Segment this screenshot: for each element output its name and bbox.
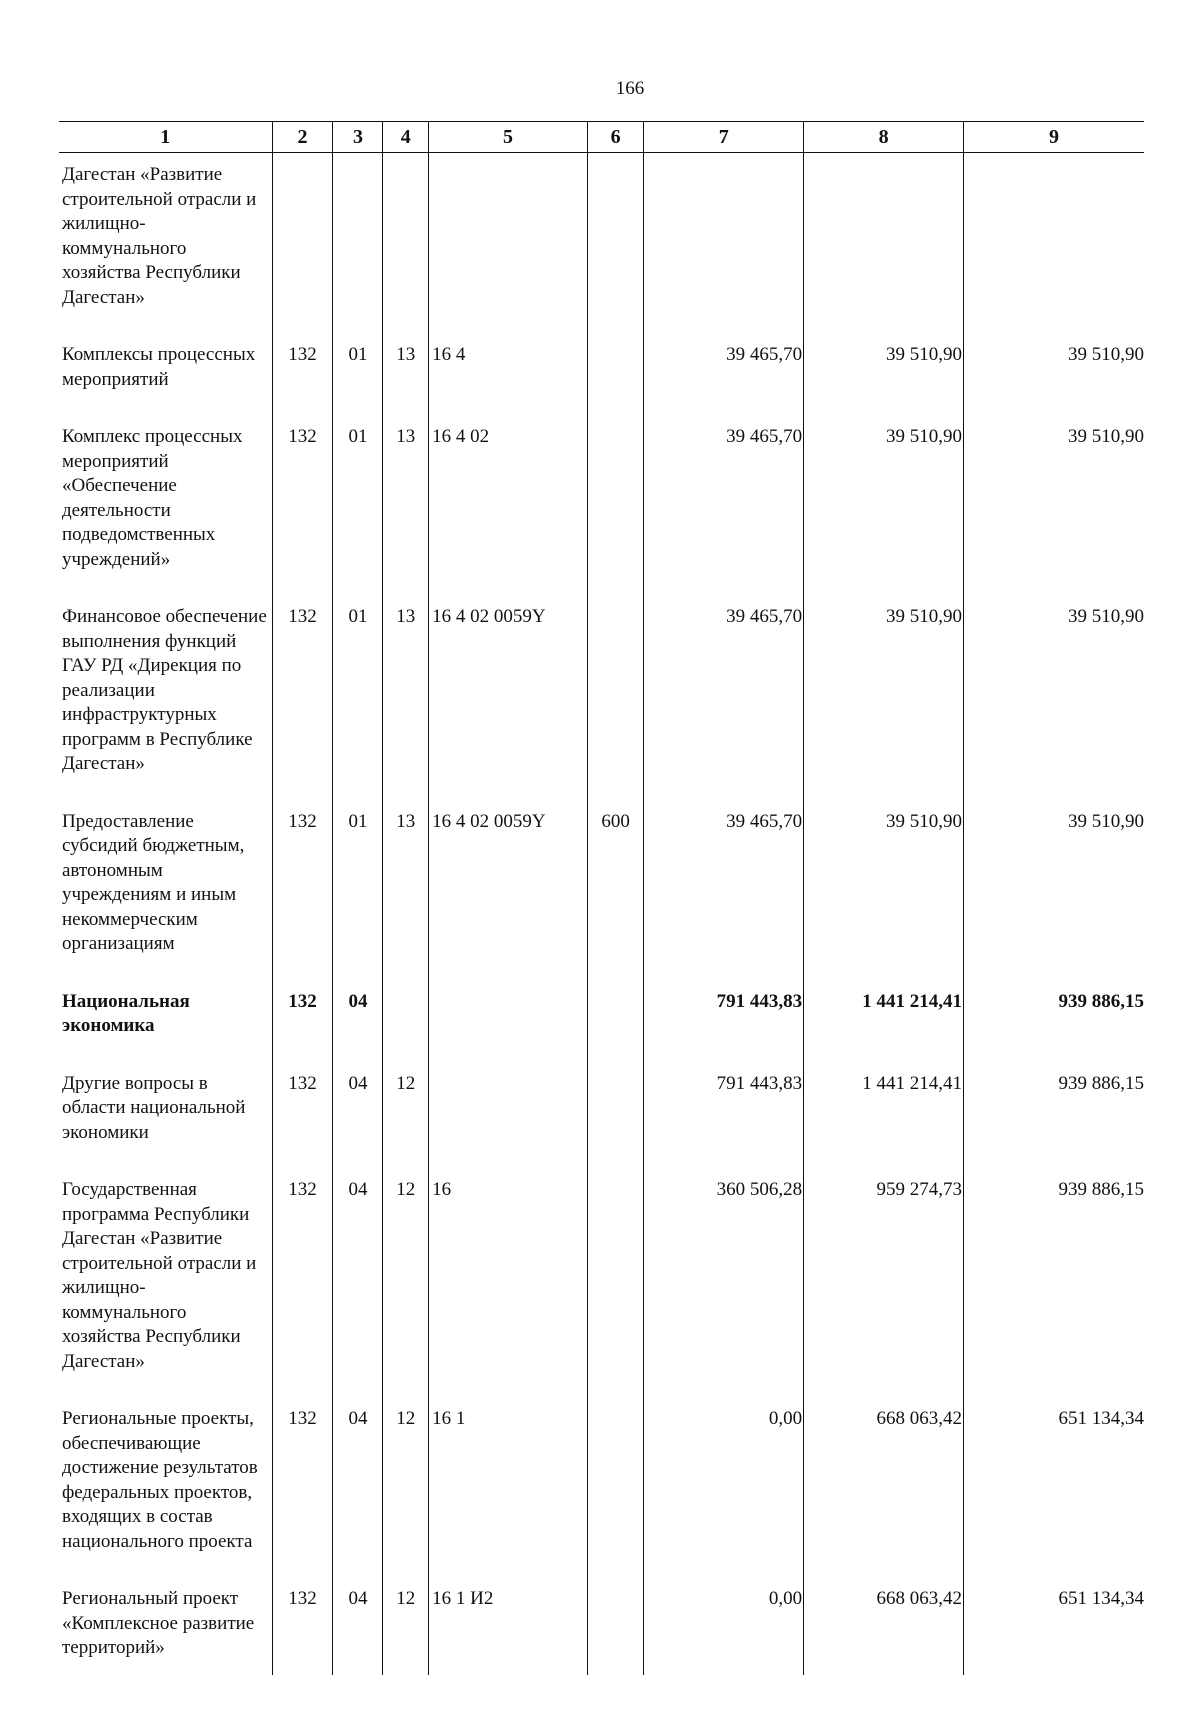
col-header-8: 8 [804,122,964,153]
ministry-code: 132 [272,990,333,1072]
section-code: 04 [333,1072,383,1179]
col-header-3: 3 [333,122,383,153]
amount-col-8: 668 063,42 [804,1407,964,1587]
table-row [59,1072,1144,1179]
amount-col-8: 39 510,90 [804,605,964,810]
expense-type-code: 600 [587,810,644,990]
section-code: 01 [333,605,383,810]
budget-item-name: Комплекс процессных мероприятий «Обеспечение деятельности подведомственных учреждений» [62,426,243,570]
amount-col-8 [804,153,964,344]
amount-col-8: 39 510,90 [804,343,964,425]
target-article-code: 16 4 [429,343,588,425]
expense-type-code [587,1072,644,1179]
section-code: 01 [333,425,383,605]
subsection-code: 12 [383,1072,429,1179]
amount-col-8: 1 441 214,41 [804,1072,964,1179]
ministry-code: 132 [272,1587,333,1675]
expense-type-code [587,990,644,1072]
amount-col-7: 39 465,70 [644,343,804,425]
amount-col-8: 1 441 214,41 [804,990,964,1072]
header-row [59,122,1144,153]
subsection-code: 13 [383,605,429,810]
section-code: 01 [333,810,383,990]
subsection-code [383,153,429,344]
amount-col-9: 39 510,90 [963,605,1144,810]
amount-col-7: 39 465,70 [644,605,804,810]
expense-type-code [587,425,644,605]
ministry-code: 132 [272,605,333,810]
amount-col-7: 39 465,70 [644,810,804,990]
section-code: 01 [333,343,383,425]
col-header-9: 9 [963,122,1144,153]
amount-col-9: 651 134,34 [963,1587,1144,1675]
col-header-1: 1 [59,122,272,153]
col-header-4: 4 [383,122,429,153]
col-header-7: 7 [644,122,804,153]
page-number: 166 [615,78,645,99]
subsection-code: 12 [383,1407,429,1587]
budget-item-name: Другие вопросы в области национальной экономики [62,1072,246,1143]
budget-item-name: Государственная программа Республики Дагестан «Развитие строительной отрасли и жилищно-коммунального хозяйства Республики Дагестан» [62,1179,257,1372]
subsection-code: 13 [383,425,429,605]
section-code: 04 [333,1407,383,1587]
section-code: 04 [333,1178,383,1407]
ministry-code: 132 [272,1407,333,1587]
target-article-code [429,1072,588,1179]
amount-col-7: 39 465,70 [644,425,804,605]
section-code: 04 [333,990,383,1072]
expense-type-code [587,605,644,810]
amount-col-9: 939 886,15 [963,1178,1144,1407]
table-row [59,605,1144,810]
table-row [59,1407,1144,1587]
expense-type-code [587,1407,644,1587]
expense-type-code [587,343,644,425]
amount-col-9: 39 510,90 [963,343,1144,425]
subsection-code: 12 [383,1587,429,1675]
amount-col-8: 39 510,90 [804,425,964,605]
expense-type-code [587,1587,644,1675]
budget-item-name: Национальная экономика [62,990,190,1036]
ministry-code: 132 [272,343,333,425]
section-code [333,153,383,344]
col-header-6: 6 [587,122,644,153]
target-article-code: 16 4 02 [429,425,588,605]
budget-table [59,121,1144,1675]
amount-col-8: 39 510,90 [804,810,964,990]
subsection-code: 12 [383,1178,429,1407]
budget-item-name: Предоставление субсидий бюджетным, автономным учреждениям и иным некоммерческим организациям [62,810,245,954]
budget-item-name: Финансовое обеспечение выполнения функций ГАУ РД «Дирекция по реализации инфраструктурных программ в Республике Дагестан» [62,606,267,774]
budget-item-name: Региональный проект «Комплексное развитие территорий» [62,1588,255,1658]
amount-col-7: 791 443,83 [644,1072,804,1179]
table-row [59,810,1144,990]
amount-col-9: 939 886,15 [963,1072,1144,1179]
amount-col-7: 791 443,83 [644,990,804,1072]
col-header-2: 2 [272,122,333,153]
ministry-code [272,153,333,344]
table-body [59,153,1144,1675]
amount-col-9 [963,153,1144,344]
subsection-code: 13 [383,343,429,425]
amount-col-7: 0,00 [644,1407,804,1587]
amount-col-9: 651 134,34 [963,1407,1144,1587]
table-row [59,153,1144,344]
target-article-code: 16 [429,1178,588,1407]
target-article-code: 16 4 02 0059Y [429,605,588,810]
amount-col-9: 939 886,15 [963,990,1144,1072]
table-row [59,343,1144,425]
target-article-code [429,990,588,1072]
ministry-code: 132 [272,1072,333,1179]
expense-type-code [587,1178,644,1407]
target-article-code: 16 1 [429,1407,588,1587]
target-article-code: 16 4 02 0059Y [429,810,588,990]
ministry-code: 132 [272,1178,333,1407]
target-article-code: 16 1 И2 [429,1587,588,1675]
amount-col-7 [644,153,804,344]
table-row [59,1587,1144,1675]
budget-item-name: Комплексы процессных мероприятий [62,344,256,390]
amount-col-8: 668 063,42 [804,1587,964,1675]
target-article-code [429,153,588,344]
subsection-code [383,990,429,1072]
amount-col-7: 0,00 [644,1587,804,1675]
table-row [59,990,1144,1072]
amount-col-9: 39 510,90 [963,425,1144,605]
amount-col-7: 360 506,28 [644,1178,804,1407]
budget-item-name: Региональные проекты, обеспечивающие достижение результатов федеральных проектов, входящих в состав национального проекта [62,1408,258,1552]
amount-col-9: 39 510,90 [963,810,1144,990]
col-header-5: 5 [429,122,588,153]
section-code: 04 [333,1587,383,1675]
amount-col-8: 959 274,73 [804,1178,964,1407]
budget-item-name: Дагестан «Развитие строительной отрасли и жилищно-коммунального хозяйства Республики Дагестан» [62,164,257,308]
table-row [59,1178,1144,1407]
expense-type-code [587,153,644,344]
ministry-code: 132 [272,425,333,605]
subsection-code: 13 [383,810,429,990]
table-row [59,425,1144,605]
ministry-code: 132 [272,810,333,990]
